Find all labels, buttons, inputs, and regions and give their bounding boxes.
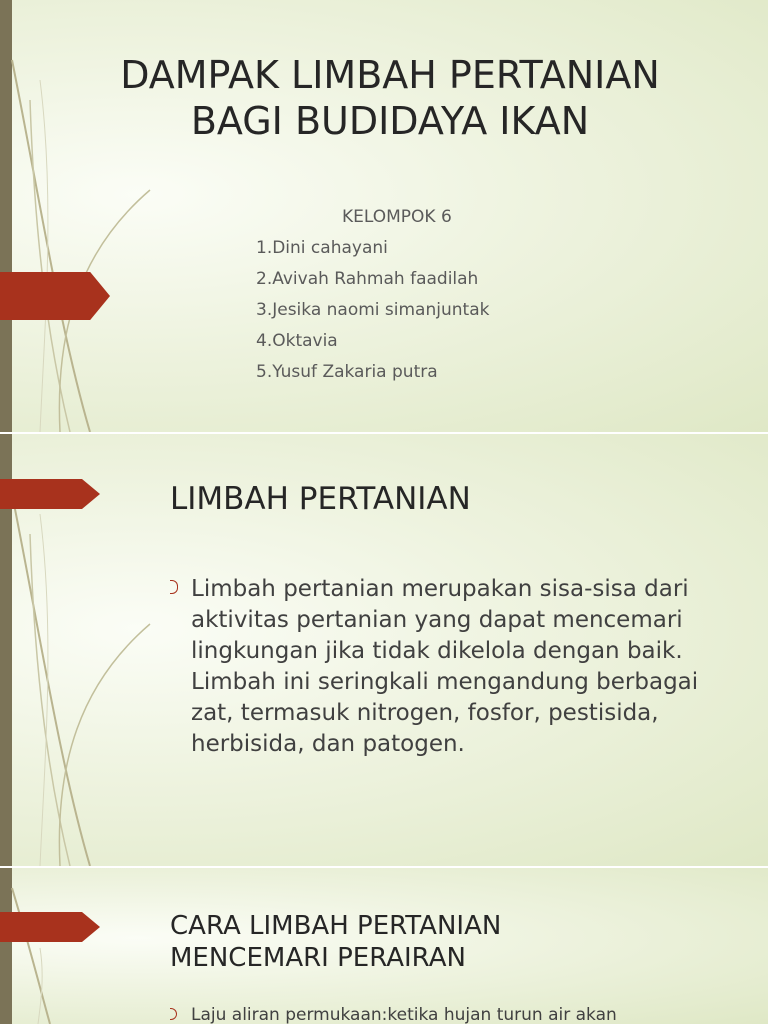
bullet-icon xyxy=(170,1008,177,1020)
member-item: 5.Yusuf Zakaria putra xyxy=(256,362,438,382)
heading-line-2: MENCEMARI PERAIRAN xyxy=(170,943,466,973)
bullet-text: Laju aliran permukaan:ketika hujan turun air akan xyxy=(191,1005,617,1024)
slide-limbah-pertanian xyxy=(0,434,768,866)
bullet-item xyxy=(170,1004,730,1024)
slide-title xyxy=(0,0,768,432)
arrow-tab xyxy=(0,272,110,320)
member-item: 2.Avivah Rahmah faadilah xyxy=(256,269,479,289)
title-line-1: DAMPAK LIMBAH PERTANIAN xyxy=(120,53,660,97)
bullet-icon xyxy=(170,580,178,594)
heading-line-1: CARA LIMBAH PERTANIAN xyxy=(170,911,502,941)
member-item: 1.Dini cahayani xyxy=(256,238,388,258)
bullet-item xyxy=(170,574,730,760)
arrow-tab xyxy=(0,479,100,509)
presentation-title xyxy=(60,52,720,144)
title-line-2: BAGI BUDIDAYA IKAN xyxy=(190,99,590,143)
slide-cara-mencemari xyxy=(0,868,768,1024)
group-label: KELOMPOK 6 xyxy=(342,207,452,227)
arrow-tab xyxy=(0,912,100,942)
member-item: 4.Oktavia xyxy=(256,331,338,351)
group-members xyxy=(256,202,656,388)
slide-heading: LIMBAH PERTANIAN xyxy=(170,481,471,517)
bullet-text: Limbah pertanian merupakan sisa-sisa dari aktivitas pertanian yang dapat mencemari lingkungan jika tidak dikelola dengan baik. Limbah ini seringkali mengandung berbagai zat, termasuk nitrogen, fosfor, pestisida, herbisida, dan patogen. xyxy=(191,576,699,757)
slide-heading xyxy=(170,910,501,974)
member-item: 3.Jesika naomi simanjuntak xyxy=(256,300,490,320)
